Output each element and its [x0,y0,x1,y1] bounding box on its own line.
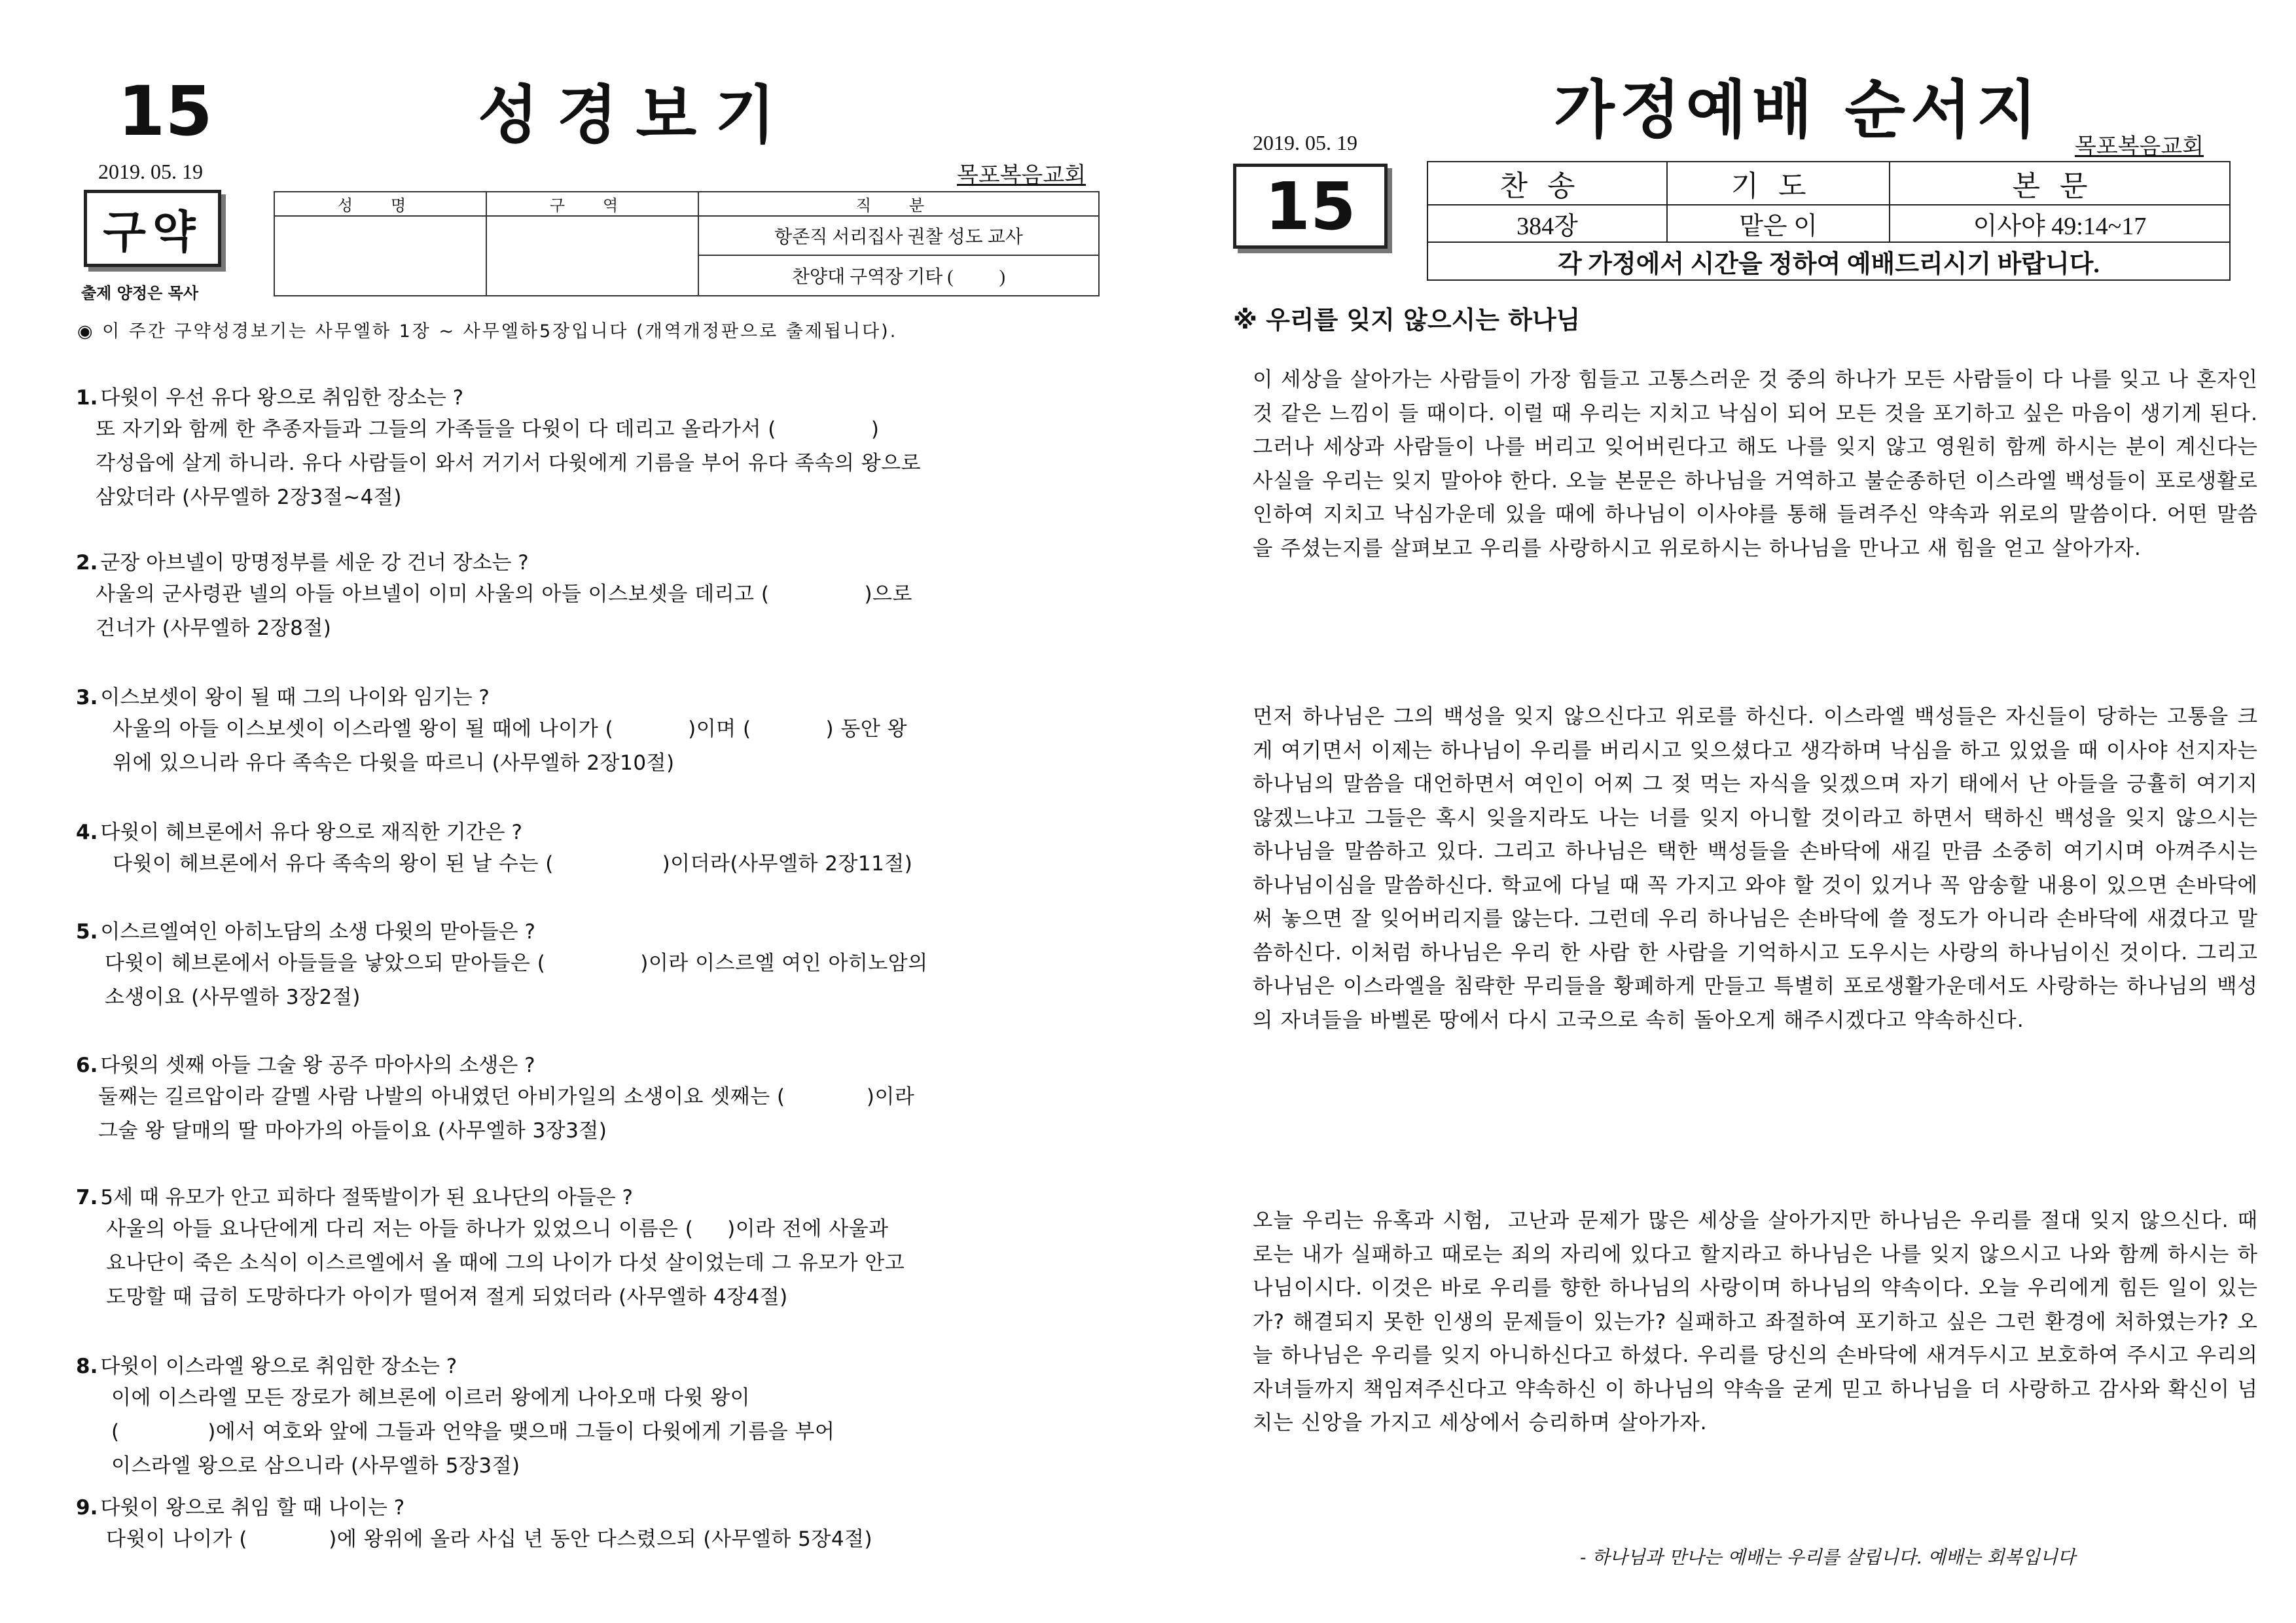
question-line: 사울의 아들 요나단에게 다리 저는 아들 하나가 있었으니 이름은 ( )이라 전에 사울과 [106,1217,889,1241]
question-title: 다윗이 왕으로 취임 할 때 나이는 ? [100,1496,405,1520]
question-title: 다윗이 이스라엘 왕으로 취임한 장소는 ? [100,1355,457,1378]
prayer-value: 맡은 이 [1667,205,1890,242]
question-line: 건너가 (사무엘하 2장8절) [96,616,332,640]
question-number: 6. [76,1054,98,1077]
name-field[interactable] [274,216,486,296]
question-title: 이스르엘여인 아히노담의 소생 다윗의 맏아들은 ? [100,920,536,944]
question-line: 사울의 군사령관 넬의 아들 아브넬이 이미 사울의 아들 이스보셋을 데리고 ( )으로 [96,582,912,606]
question-8 [76,1352,1097,1483]
question-title: 5세 때 유모가 안고 피하다 절뚝발이가 된 요나단의 아들은 ? [100,1186,633,1209]
question-number: 9. [76,1496,98,1520]
district-field[interactable] [486,216,698,296]
question-line: 둘째는 길르압이라 갈멜 사람 나발의 아내였던 아비가일의 소생이요 셋째는 ( )이라 [98,1085,915,1109]
week-number: 15 [118,71,213,151]
worship-title: 가정예배 순서지 [1554,73,2043,147]
church-name: 목포복음교회 [957,164,1086,188]
question-title: 다윗의 셋째 아들 그술 왕 공주 마아사의 소생은 ? [100,1054,535,1077]
question-title: 다윗이 헤브론에서 유다 왕으로 재직한 기간은 ? [100,821,522,844]
question-line: 다윗이 헤브론에서 아들들을 낳았으되 맏아들은 ( )이라 이스르엘 여인 아히노암의 [105,952,928,975]
question-line: 이에 이스라엘 모든 장로가 헤브론에 이르러 왕에게 나아오매 다윗 왕이 [111,1386,751,1410]
question-line: 요나단이 죽은 소식이 이스르엘에서 올 때에 그의 나이가 다섯 살이었는데 그 유모가 안고 [106,1251,905,1275]
question-5 [76,918,1097,1014]
question-title: 다윗이 우선 유다 왕으로 취임한 장소는 ? [100,386,464,410]
prayer-header: 기도 [1667,162,1890,205]
question-3 [76,683,1097,780]
question-line: ( )에서 여호와 앞에 그들과 언약을 맺으매 그들이 다윗에게 기름을 부어 [111,1420,835,1444]
question-6 [76,1051,1097,1148]
question-line: 소생이요 (사무엘하 3장2절) [105,986,361,1009]
question-line: 위에 있으니라 유다 족속은 다윗을 따르니 (사무엘하 2장10절) [113,751,675,775]
sermon-paragraph-1: 이 세상을 살아가는 사람들이 가장 힘들고 고통스러운 것 중의 하나가 모든 사람들이 다 나를 잊고 나 혼자인 것 같은 느낌이 들 때이다. 이럴 때 우리는 지치고 낙심이 되어 모든 것을 포기하고 싶은 마음이 생기게 된다. 그러나 세상과 사람들이 나를 버리고 잊어버린다고 해도 나를 잊지 않고 영원히 함께 하시는 분이 계신다는 사실을 우리는 잊지 말아야 한다. 오늘 본문은 하나님을 거역하고 불순종하던 이스라엘 백성들이 포로생활로 인하여 지치고 낙심가운데 있을 때에 하나님이 이사야를 통해 들려주신 약속과 위로의 말씀이다. 어떤 말씀을 주셨는지를 살펴보고 우리를 사랑하시고 위로하시는 하나님을 만나고 새 힘을 얻고 살아가자. [1253,368,2258,560]
question-line: 다윗이 나이가 ( )에 왕위에 올라 사십 년 동안 다스렸으되 (사무엘하 5장4절) [106,1527,873,1551]
date: 2019. 05. 19 [98,160,203,183]
district-header: 구 역 [486,192,698,216]
page-title: 성경보기 [478,79,794,152]
question-number: 3. [76,686,98,709]
question-number: 5. [76,920,98,944]
question-line: 그술 왕 달매의 딸 마아가의 아들이요 (사무엘하 3장3절) [98,1119,607,1143]
question-line: 사울의 아들 이스보셋이 이스라엘 왕이 될 때에 나이가 ( )이며 ( ) 동안 왕 [113,717,908,741]
question-number: 4. [76,821,98,844]
question-7 [76,1183,1097,1314]
date: 2019. 05. 19 [1253,131,1357,154]
week-number-box: 15 [1233,164,1388,249]
question-title: 군장 아브넬이 망명정부를 세운 강 건너 장소는 ? [100,551,529,575]
question-number: 1. [76,386,98,410]
closing-line: - 하나님과 만나는 예배는 우리를 살립니다. 예배는 회복입니다 [1580,1546,2075,1568]
question-2 [76,548,1097,645]
duty-options-2: 찬양대 구역장 기타 ( ) [698,255,1099,296]
worship-order-table [1427,161,2231,281]
question-4 [76,818,1097,881]
sermon-paragraph-3: 오늘 우리는 유혹과 시험, 고난과 문제가 많은 세상을 살아가지만 하나님은 우리를 절대 잊지 않으신다. 때로는 내가 실패하고 때로는 죄의 자리에 있다고 할지라고 하나님은 나를 잊지 않으시고 나와 함께 하시는 하나님이시다. 이것은 바로 우리를 향한 하나님의 사랑이며 하나님의 약속이다. 오늘 우리에게 힘든 일이 있는가? 해결되지 못한 인생의 문제들이 있는가? 실패하고 좌절하여 포기하고 싶은 그런 환경에 처하였는가? 오늘 하나님은 우리를 잊지 아니하신다고 하셨다. 우리를 당신의 손바닥에 새겨두시고 보호하여 주시고 우리의 자녀들까지 책임져주신다고 약속하신 이 하나님의 약속을 굳게 믿고 하나님을 더 사랑하고 감사와 확신이 넘치는 신앙을 가지고 세상에서 승리하며 살아가자. [1253,1209,2266,1435]
question-line: 또 자기와 함께 한 추종자들과 그들의 가족들을 다윗이 다 데리고 올라가서 ( ) [96,418,880,441]
question-line: 각성읍에 살게 하니라. 유다 사람들이 와서 거기서 다윗에게 기름을 부어 유다 족속의 왕으로 [96,452,922,475]
family-worship-page [1148,0,2296,1623]
hymn-header: 찬송 [1427,162,1667,205]
intro-line: ◉ 이 주간 구약성경보기는 사무엘하 1장 ~ 사무엘하5장입니다 (개역개정판으로 출제됩니다). [77,321,898,342]
author-note: 출제 양정은 목사 [81,284,198,302]
sermon-title: ※ 우리를 잊지 않으시는 하나님 [1233,306,1581,334]
question-line: 이스라엘 왕으로 삼으니라 (사무엘하 5장3절) [111,1454,520,1478]
question-1 [76,383,1097,514]
duty-header: 직 분 [698,192,1099,216]
info-table [274,191,1100,296]
question-9 [76,1493,1097,1556]
worship-note: 각 가정에서 시간을 정하여 예배드리시기 바랍니다. [1427,242,2230,280]
testament-label: 구약 [84,190,221,267]
hymn-value: 384장 [1427,205,1667,242]
name-header: 성 명 [274,192,486,216]
sermon-paragraph-2: 먼저 하나님은 그의 백성을 잊지 않으신다고 위로를 하신다. 이스라엘 백성들은 자신들이 당하는 고통을 크게 여기면서 이제는 하나님이 우리를 버리시고 잊으셨다고 생각하며 낙심을 하고 있었을 때 이사야 선지자는 하나님의 말씀을 대언하면서 여인이 어찌 그 젖 먹는 자식을 잊겠으며 자기 태에서 난 아들을 긍휼히 여기지 않겠느냐고 그들은 혹시 잊을지라도 나는 너를 잊지 아니할 것이라고 하면서 택하신 백성을 잊지 않으시는 하나님을 말씀하고 있다. 그리고 하나님은 택한 백성들을 손바닥에 새길 만큼 소중히 여기시며 아껴주시는 하나님이심을 말씀하신다. 학교에 다닐 때 꼭 가지고 와야 할 것이 있거나 꼭 암송할 내용이 있으면 손바닥에 써 놓으면 잘 잊어버리지를 않는다. 그런데 우리 하나님은 손바닥에 쓸 정도가 아니라 손바닥에 새겼다고 말씀하신다. 이처럼 하나님은 우리 한 사람 한 사람을 기억하시고 도우시는 사랑의 하나님이신 것이다. 그리고 하나님은 이스라엘을 침략한 무리들을 황폐하게 만들고 특별히 포로생활가운데서도 사랑하는 하나님의 백성의 자녀들을 바벨론 땅에서 다시 고국으로 속히 돌아오게 해주시겠다고 약속하신다. [1253,705,2258,1032]
church-name: 목포복음교회 [2075,135,2204,159]
scripture-value: 이사야 49:14~17 [1890,205,2230,242]
question-number: 7. [76,1186,98,1209]
question-line: 다윗이 헤브론에서 유다 족속의 왕이 된 날 수는 ( )이더라(사무엘하 2장11절) [113,852,913,876]
question-line: 도망할 때 급히 도망하다가 아이가 떨어져 절게 되었더라 (사무엘하 4장4절) [106,1285,788,1309]
question-title: 이스보셋이 왕이 될 때 그의 나이와 임기는 ? [100,686,490,709]
duty-options-1: 항존직 서리집사 권찰 성도 교사 [698,216,1099,255]
scripture-header: 본문 [1890,162,2230,205]
question-number: 2. [76,551,98,575]
question-number: 8. [76,1355,98,1378]
question-line: 삼았더라 (사무엘하 2장3절~4절) [96,486,402,509]
